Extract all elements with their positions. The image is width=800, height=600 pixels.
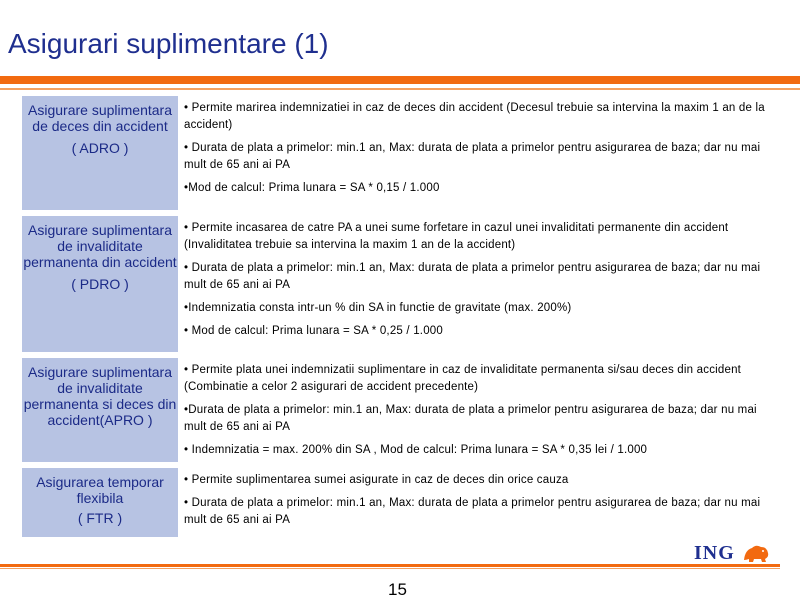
table-row [22, 358, 778, 462]
row-label: Asigurare suplimentara de deces din accident [28, 102, 172, 134]
row-label-cell [22, 358, 178, 462]
bullet-line: • Indemnizatia = max. 200% din SA , Mod de calcul: Prima lunara = SA * 0,35 lei / 1.000 [184, 444, 648, 456]
bullet-line: • Durata de plata a primelor: min.1 an, Max: durata de plata a primelor pentru asigurarea de baza; dar nu mai mult de 65 ani ai PA [184, 262, 761, 291]
row-description [184, 216, 778, 352]
bullet-line: •Mod de calcul: Prima lunara = SA * 0,15 / 1.000 [184, 182, 440, 194]
row-description [184, 96, 778, 210]
table-row [22, 216, 778, 352]
footer-divider-thin [0, 568, 780, 569]
bullet-line: • Permite suplimentarea sumei asigurate in caz de deces din orice cauza [184, 474, 569, 486]
row-label: Asigurare suplimentara de invaliditate permanenta si deces din accident(APRO ) [23, 364, 177, 428]
bullet-line: • Mod de calcul: Prima lunara = SA * 0,25 / 1.000 [184, 325, 443, 337]
table-row [22, 468, 778, 537]
header-divider-thin [0, 88, 800, 90]
row-code: ( ADRO ) [71, 140, 129, 156]
ing-logo [694, 540, 771, 566]
bullet-line: • Permite plata unei indemnizatii suplimentare in caz de invaliditate permanenta si/sau deces din accident (Combinatie a celor 2 asigurari de accident precedente) [184, 364, 742, 393]
footer-divider [0, 564, 780, 567]
row-code: ( FTR ) [77, 510, 123, 526]
row-code: ( PDRO ) [71, 276, 129, 292]
bullet-line: •Indemnizatia consta intr-un % din SA in functie de gravitate (max. 200%) [184, 302, 572, 314]
row-label: Asigurarea temporar flexibila [36, 474, 164, 506]
slide-title: Asigurari suplimentare (1) [8, 28, 329, 59]
bullet-line: • Durata de plata a primelor: min.1 an, Max: durata de plata a primelor pentru asigurarea de baza; dar nu mai mult de 65 ani ai PA [184, 142, 761, 171]
bullet-line: • Permite incasarea de catre PA a unei sume forfetare in cazul unei invaliditati permanente din accident (Invaliditatea trebuie sa intervina la maxim 1 an de la accident) [184, 222, 729, 251]
lion-icon [741, 542, 771, 564]
row-label: Asigurare suplimentara de invaliditate permanenta din accident [23, 222, 177, 270]
row-label-cell [22, 216, 178, 352]
header-divider [0, 76, 800, 84]
row-description [184, 358, 778, 462]
bullet-line: •Durata de plata a primelor: min.1 an, Max: durata de plata a primelor pentru asigurarea de baza; dar nu mai mult de 65 ani ai PA [184, 404, 757, 433]
bullet-line: • Permite marirea indemnizatiei in caz de deces din accident (Decesul trebuie sa intervina la maxim 1 an de la accident) [184, 102, 765, 131]
table-row [22, 96, 778, 210]
logo-text: ING [694, 541, 735, 564]
page-number: 15 [388, 580, 407, 599]
row-description [184, 468, 778, 537]
insurance-table [22, 96, 778, 537]
row-label-cell [22, 96, 178, 210]
row-label-cell [22, 468, 178, 537]
bullet-line: • Durata de plata a primelor: min.1 an, Max: durata de plata a primelor pentru asigurarea de baza; dar nu mai mult de 65 ani ai PA [184, 497, 761, 526]
